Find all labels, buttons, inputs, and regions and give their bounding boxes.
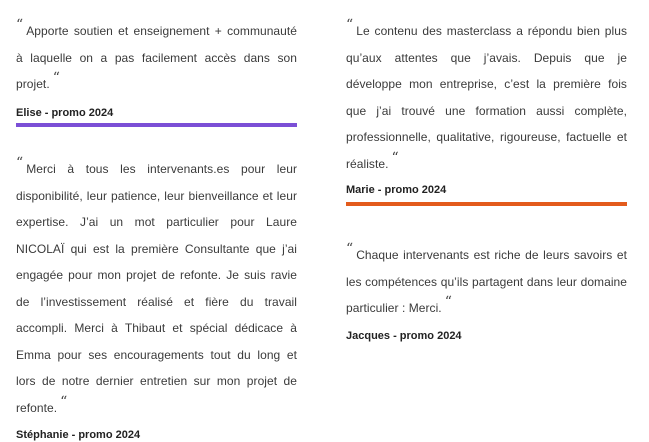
testimonial-stephanie <box>16 156 297 442</box>
testimonial-quote <box>16 156 297 421</box>
testimonial-elise <box>16 18 297 120</box>
testimonial-author: Stéphanie - promo 2024 <box>16 429 141 441</box>
testimonial-text: Le contenu des masterclass a répondu bien plus qu’aux attentes que j’avais. Depuis que je développe mon entreprise, c’est la première fois que j’ai trouvé une formation aussi complète, professionnelle, qualitative, rigoureuse, factuelle et réaliste. <box>346 24 627 171</box>
testimonial-author: Marie - promo 2024 <box>346 184 447 196</box>
testimonial-author: Jacques - promo 2024 <box>346 329 462 342</box>
quote-close-icon: “ <box>52 70 60 86</box>
quote-open-icon: “ <box>346 241 354 257</box>
divider-orange <box>346 202 627 206</box>
divider-purple <box>16 123 297 127</box>
testimonial-marie <box>346 18 627 197</box>
testimonial-quote <box>346 18 627 177</box>
testimonial-text: Merci à tous les intervenants.es pour leur disponibilité, leur patience, leur bienveillance et leur expertise. J’ai un mot particulier pour Laure NICOLAÏ qui est la première Consultante que j’ai engagée pour mon projet de refonte. Je suis ravie de l’investissement réalisé et fière du travail accompli. Merci à Thibaut et spécial dédicace à Emma pour ses encouragements tout du long et lors de notre dernier entretien sur mon projet de refonte. <box>16 162 297 415</box>
testimonial-quote <box>16 18 297 98</box>
testimonial-jacques <box>346 242 627 343</box>
testimonial-quote <box>346 242 627 322</box>
quote-open-icon: “ <box>16 155 24 171</box>
quote-close-icon: “ <box>60 393 68 410</box>
quote-open-icon: “ <box>16 17 24 33</box>
quote-open-icon: “ <box>346 17 354 33</box>
testimonial-text: Apporte soutien et enseignement + communauté à laquelle on a pas facilement accès dans son projet. <box>16 24 297 91</box>
quote-close-icon: “ <box>391 149 399 166</box>
quote-close-icon: “ <box>444 294 452 310</box>
testimonial-text: Chaque intervenants est riche de leurs savoirs et les compétences qu’ils partagent dans leur domaine particulier : Merci. <box>346 248 627 315</box>
testimonial-author: Elise - promo 2024 <box>16 106 114 119</box>
